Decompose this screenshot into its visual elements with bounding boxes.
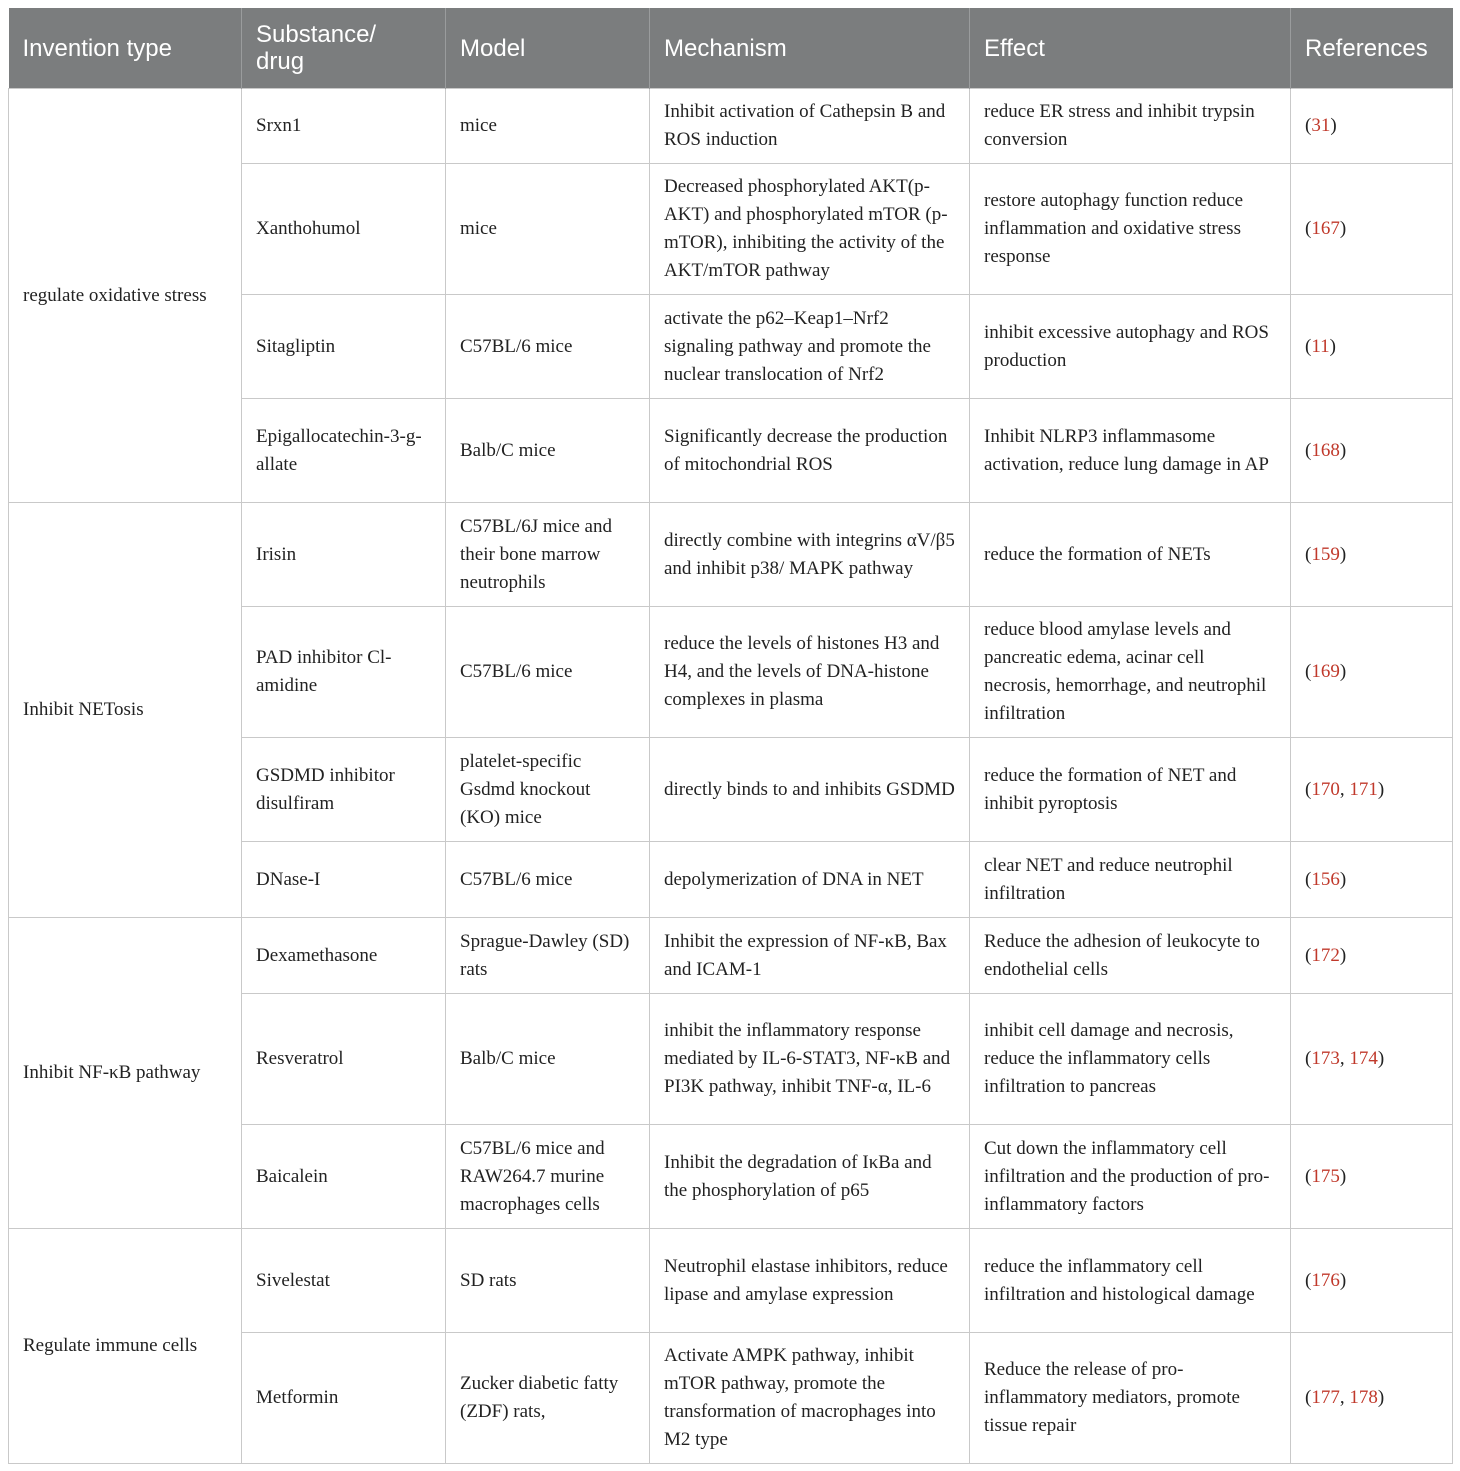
model-cell: SD rats — [446, 1229, 650, 1333]
substance-cell: Sitagliptin — [242, 295, 446, 399]
category-cell: regulate oxidative stress — [9, 89, 242, 503]
references-cell: (167) — [1291, 164, 1453, 295]
reference-link[interactable]: 178 — [1349, 1387, 1378, 1408]
mechanism-cell: inhibit the inflammatory response mediated by IL-6-STAT3, NF-κB and PI3K pathway, inhibit TNF-α, IL-6 — [650, 994, 970, 1125]
reference-link[interactable]: 168 — [1311, 439, 1340, 461]
substance-cell: Irisin — [242, 503, 446, 607]
substance-cell: Xanthohumol — [242, 164, 446, 295]
substance-cell: Metformin — [242, 1333, 446, 1464]
references-cell: (173, 174) — [1291, 994, 1453, 1125]
reference-link[interactable]: 159 — [1311, 543, 1340, 565]
table-row — [9, 1229, 1453, 1333]
category-cell: Inhibit NETosis — [9, 503, 242, 918]
mechanism-cell: Activate AMPK pathway, inhibit mTOR pathway, promote the transformation of macrophages into M2 type — [650, 1333, 970, 1464]
references-cell: (156) — [1291, 842, 1453, 918]
references-cell: (175) — [1291, 1125, 1453, 1229]
reference-link[interactable]: 173 — [1311, 1048, 1340, 1069]
model-cell: C57BL/6 mice and RAW264.7 murine macrophages cells — [446, 1125, 650, 1229]
model-cell: C57BL/6J mice and their bone marrow neutrophils — [446, 503, 650, 607]
mechanism-cell: activate the p62–Keap1–Nrf2 signaling pathway and promote the nuclear translocation of Nrf2 — [650, 295, 970, 399]
model-cell: C57BL/6 mice — [446, 607, 650, 738]
substance-cell: Sivelestat — [242, 1229, 446, 1333]
reference-link[interactable]: 172 — [1311, 944, 1340, 966]
model-cell: Sprague-Dawley (SD) rats — [446, 918, 650, 994]
model-cell: Balb/C mice — [446, 994, 650, 1125]
interventions-table — [8, 8, 1453, 1464]
reference-link[interactable]: 177 — [1311, 1387, 1340, 1408]
reference-link[interactable]: 167 — [1311, 218, 1340, 239]
reference-link[interactable]: 171 — [1349, 778, 1378, 800]
effect-cell: reduce ER stress and inhibit trypsin conversion — [970, 89, 1291, 164]
category-cell: Regulate immune cells — [9, 1229, 242, 1464]
references-cell: (177, 178) — [1291, 1333, 1453, 1464]
references-cell: (172) — [1291, 918, 1453, 994]
effect-cell: inhibit cell damage and necrosis, reduce the inflammatory cells infiltration to pancreas — [970, 994, 1291, 1125]
model-cell: mice — [446, 89, 650, 164]
references-cell: (159) — [1291, 503, 1453, 607]
mechanism-cell: Inhibit activation of Cathepsin B and ROS induction — [650, 89, 970, 164]
model-cell: Balb/C mice — [446, 399, 650, 503]
reference-link[interactable]: 176 — [1311, 1269, 1340, 1291]
model-cell: mice — [446, 164, 650, 295]
model-cell: platelet-specific Gsdmd knockout (KO) mice — [446, 738, 650, 842]
substance-cell: Epigallocatechin-3-g-allate — [242, 399, 446, 503]
references-cell: (176) — [1291, 1229, 1453, 1333]
model-cell: C57BL/6 mice — [446, 842, 650, 918]
header-invention-type: Invention type — [9, 8, 242, 89]
references-cell: (31) — [1291, 89, 1453, 164]
effect-cell: Cut down the inflammatory cell infiltration and the production of pro-inflammatory factors — [970, 1125, 1291, 1229]
references-cell: (11) — [1291, 295, 1453, 399]
mechanism-cell: directly combine with integrins αV/β5 and inhibit p38/ MAPK pathway — [650, 503, 970, 607]
references-cell: (170, 171) — [1291, 738, 1453, 842]
header-mechanism: Mechanism — [650, 8, 970, 89]
reference-link[interactable]: 11 — [1311, 335, 1330, 357]
effect-cell: reduce the formation of NETs — [970, 503, 1291, 607]
mechanism-cell: Significantly decrease the production of mitochondrial ROS — [650, 399, 970, 503]
reference-link[interactable]: 175 — [1311, 1165, 1340, 1187]
header-row — [9, 8, 1453, 89]
effect-cell: inhibit excessive autophagy and ROS production — [970, 295, 1291, 399]
mechanism-cell: directly binds to and inhibits GSDMD — [650, 738, 970, 842]
reference-link[interactable]: 31 — [1311, 115, 1331, 136]
model-cell: Zucker diabetic fatty (ZDF) rats, — [446, 1333, 650, 1464]
substance-cell: Baicalein — [242, 1125, 446, 1229]
table-row — [9, 503, 1453, 607]
reference-link[interactable]: 156 — [1311, 868, 1340, 890]
references-cell: (168) — [1291, 399, 1453, 503]
mechanism-cell: depolymerization of DNA in NET — [650, 842, 970, 918]
effect-cell: reduce the formation of NET and inhibit pyroptosis — [970, 738, 1291, 842]
mechanism-cell: Inhibit the expression of NF-κB, Bax and ICAM-1 — [650, 918, 970, 994]
substance-cell: GSDMD inhibitor disulfiram — [242, 738, 446, 842]
substance-cell: DNase-I — [242, 842, 446, 918]
mechanism-cell: Inhibit the degradation of IκBa and the phosphorylation of p65 — [650, 1125, 970, 1229]
effect-cell: reduce the inflammatory cell infiltration and histological damage — [970, 1229, 1291, 1333]
header-effect: Effect — [970, 8, 1291, 89]
effect-cell: reduce blood amylase levels and pancreatic edema, acinar cell necrosis, hemorrhage, and neutrophil infiltration — [970, 607, 1291, 738]
mechanism-cell: Neutrophil elastase inhibitors, reduce lipase and amylase expression — [650, 1229, 970, 1333]
effect-cell: Inhibit NLRP3 inflammasome activation, reduce lung damage in AP — [970, 399, 1291, 503]
reference-link[interactable]: 170 — [1311, 778, 1340, 800]
table-row — [9, 89, 1453, 164]
effect-cell: Reduce the adhesion of leukocyte to endothelial cells — [970, 918, 1291, 994]
effect-cell: restore autophagy function reduce inflammation and oxidative stress response — [970, 164, 1291, 295]
category-cell: Inhibit NF-κB pathway — [9, 918, 242, 1229]
substance-cell: Srxn1 — [242, 89, 446, 164]
references-cell: (169) — [1291, 607, 1453, 738]
model-cell: C57BL/6 mice — [446, 295, 650, 399]
substance-cell: Dexamethasone — [242, 918, 446, 994]
reference-link[interactable]: 174 — [1349, 1048, 1378, 1069]
header-substance-drug: Substance/ drug — [242, 8, 446, 89]
effect-cell: Reduce the release of pro-inflammatory mediators, promote tissue repair — [970, 1333, 1291, 1464]
table-row — [9, 918, 1453, 994]
effect-cell: clear NET and reduce neutrophil infiltration — [970, 842, 1291, 918]
mechanism-cell: Decreased phosphorylated AKT(p-AKT) and phosphorylated mTOR (p-mTOR), inhibiting the activity of the AKT/mTOR pathway — [650, 164, 970, 295]
mechanism-cell: reduce the levels of histones H3 and H4, and the levels of DNA-histone complexes in plasma — [650, 607, 970, 738]
reference-link[interactable]: 169 — [1311, 661, 1340, 682]
header-references: References — [1291, 8, 1453, 89]
header-model: Model — [446, 8, 650, 89]
substance-cell: PAD inhibitor Cl-amidine — [242, 607, 446, 738]
substance-cell: Resveratrol — [242, 994, 446, 1125]
